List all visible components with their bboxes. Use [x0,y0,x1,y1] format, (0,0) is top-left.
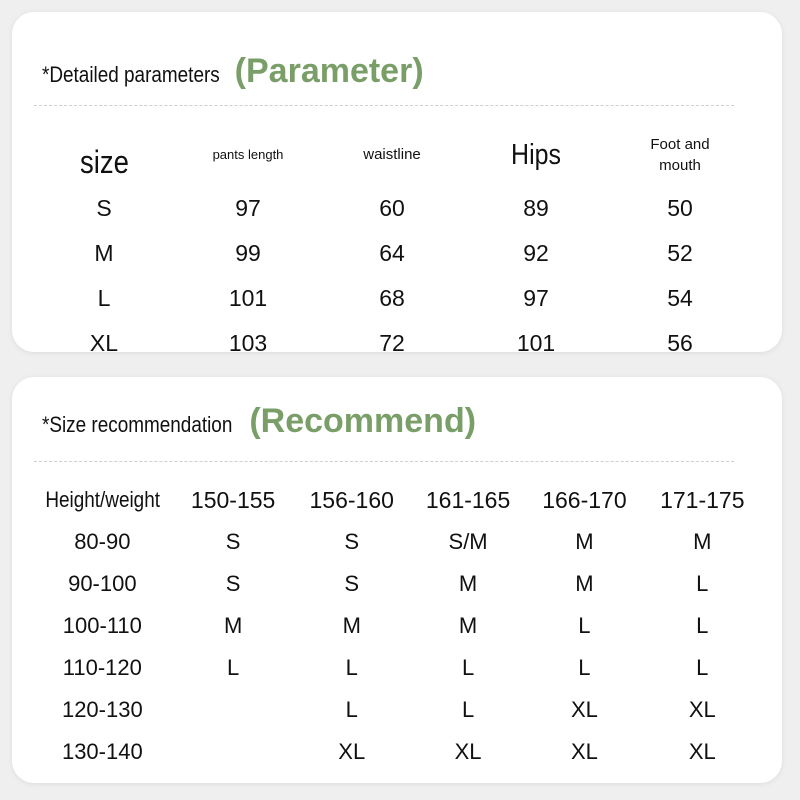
table-cell: 54 [667,285,693,311]
table-cell: M [342,613,361,638]
table-cell: L [226,655,240,680]
recommendation-accent-title: (Recommend) [249,402,477,440]
table-cell: XL [338,739,366,764]
weight-range-cell: 90-100 [68,571,137,596]
table-cell: 50 [667,195,693,221]
table-cell: S [225,529,241,554]
header-pants-length: pants length [212,147,284,162]
weight-range-cell: 120-130 [61,697,143,722]
table-cell: L [461,655,475,680]
table-row [32,321,752,366]
recommendation-label: *Size recommendation [42,412,233,437]
table-cell: S [344,529,360,554]
table-row [32,731,762,773]
parameter-header [42,52,424,91]
table-cell: M [223,613,243,638]
recommendation-header [42,402,476,441]
table-cell: M [458,613,478,638]
recommendation-table [32,479,762,773]
table-cell: L [696,655,709,680]
table-cell: 101 [228,285,268,311]
table-cell: 103 [228,330,268,356]
table-cell: 68 [379,285,405,311]
weight-range-cell: 130-140 [61,739,143,764]
table-cell: 56 [667,330,693,356]
table-cell: 72 [379,330,405,356]
weight-range-cell: 80-90 [74,529,131,554]
table-cell: M [575,529,594,554]
header-height-range: 166-170 [542,486,627,513]
table-cell: L [461,697,475,722]
table-cell [173,731,294,773]
table-cell [173,689,294,731]
table-cell: L [696,613,709,638]
table-cell: L [97,285,111,311]
table-cell: M [575,571,594,596]
table-row [32,689,762,731]
table-row [32,563,762,605]
table-cell: L [696,571,709,596]
table-row [32,647,762,689]
table-cell: XL [570,697,598,722]
table-cell: 92 [523,240,549,266]
recommendation-card [12,377,782,783]
table-row [32,276,752,321]
table-cell: 64 [379,240,405,266]
table-cell: M [94,240,114,266]
parameter-table [32,124,752,366]
parameter-label: *Detailed parameters [42,62,220,87]
parameter-divider [34,105,734,106]
table-row [32,186,752,231]
table-cell: XL [688,697,716,722]
table-cell: XL [688,739,716,764]
table-cell: 97 [523,285,549,311]
header-height-range: 150-155 [190,486,276,513]
table-cell: XL [454,739,482,764]
table-cell: L [345,697,358,722]
weight-range-cell: 100-110 [62,613,142,638]
table-cell: 101 [516,330,556,356]
table-row [32,521,762,563]
header-height-weight: Height/weight [45,487,160,512]
table-cell: L [345,655,358,680]
header-hips: Hips [511,138,561,171]
recommendation-divider [34,461,734,462]
table-cell: 97 [235,195,261,221]
table-cell: 89 [523,195,549,221]
parameter-accent-title: (Parameter) [234,52,424,90]
table-cell: S [225,571,241,596]
table-cell: S [344,571,360,596]
header-height-range: 156-160 [309,486,394,513]
table-cell: S/M [448,529,488,554]
header-height-range: 171-175 [660,486,745,513]
table-cell: 99 [235,240,261,266]
table-cell: 52 [667,240,693,266]
header-height-range: 161-165 [425,486,511,513]
table-cell: 60 [379,195,405,221]
table-cell: S [96,195,112,221]
parameter-card [12,12,782,356]
parameter-header-row [32,124,752,186]
header-size: size [79,143,129,180]
table-cell: XL [89,330,119,356]
header-waistline: waistline [363,146,421,163]
table-row [32,231,752,276]
table-cell: L [578,613,591,638]
recommendation-header-row [32,479,762,521]
table-cell: M [693,529,712,554]
table-cell: L [578,655,591,680]
weight-range-cell: 110-120 [62,655,142,680]
table-cell: M [458,571,478,596]
header-foot-mouth: Foot and mouth [650,136,710,174]
table-cell: XL [570,739,598,764]
table-row [32,605,762,647]
